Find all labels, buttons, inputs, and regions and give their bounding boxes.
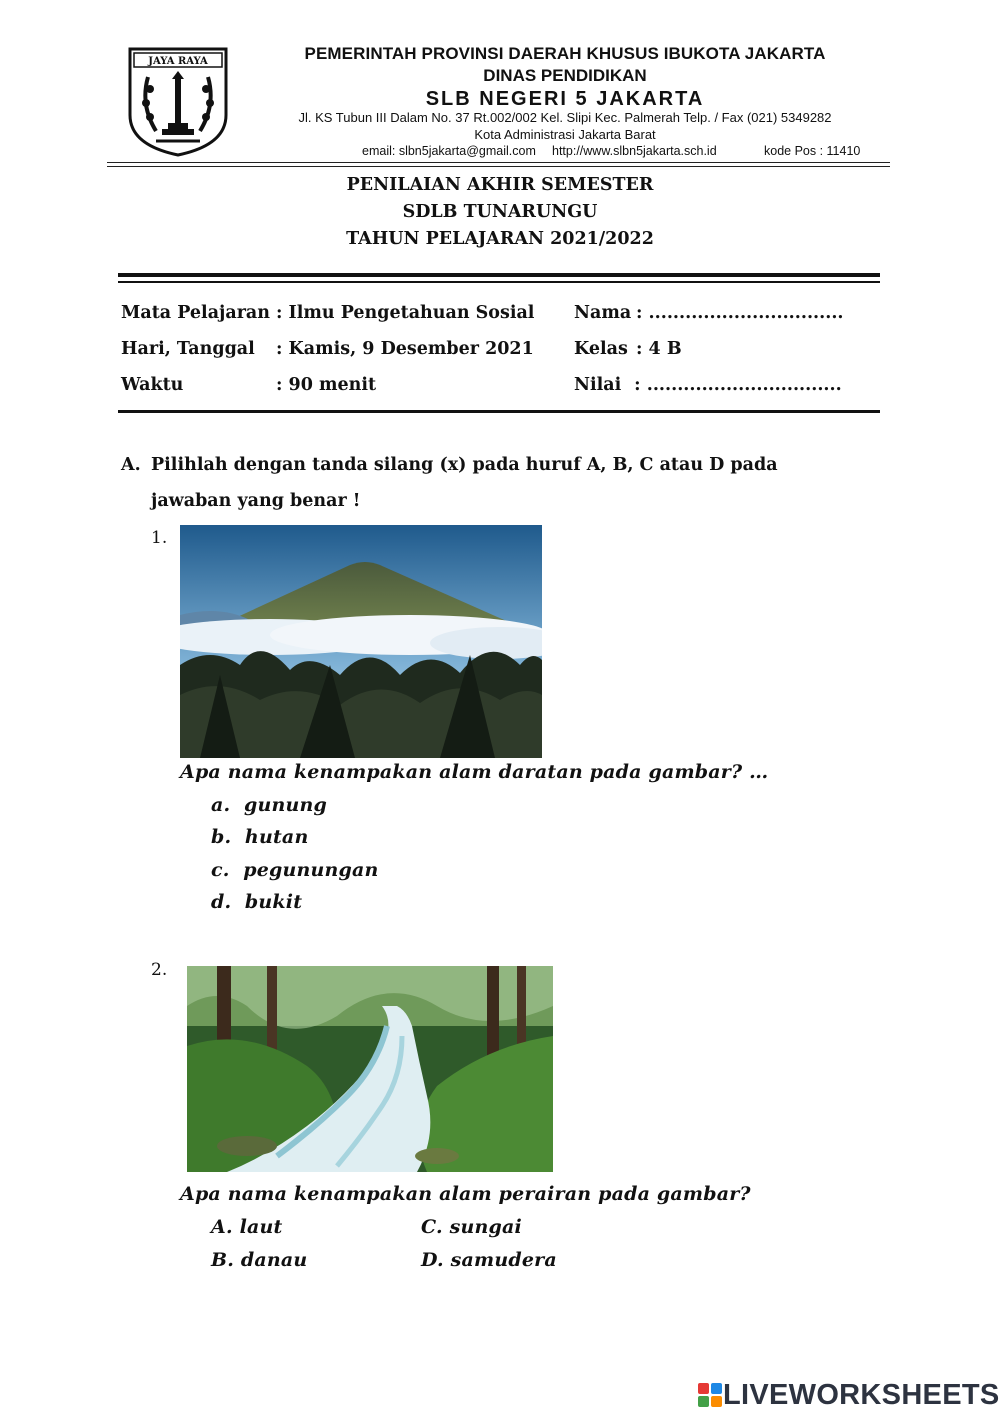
letterhead-city: Kota Administrasi Jakarta Barat [474, 127, 656, 142]
header-rule-thick [118, 273, 880, 277]
class-label: Kelas [574, 339, 628, 359]
time-value: : 90 menit [276, 375, 377, 395]
section-letter: A. [121, 455, 141, 475]
letterhead-government: PEMERINTAH PROVINSI DAERAH KHUSUS IBUKOTA JAKARTA [304, 44, 826, 63]
letterhead-address: Jl. KS Tubun III Dalam No. 37 Rt.002/002 Kel. Slipi Kec. Palmerah Telp. / Fax (021) 5349282 [298, 110, 832, 125]
letterhead-postcode: kode Pos : 11410 [764, 144, 861, 158]
liveworksheets-text: LIVEWORKSHEETS [723, 1378, 1000, 1411]
name-field[interactable]: : ................................ [636, 303, 844, 323]
header-rule-thin [118, 281, 880, 283]
letterhead-department: DINAS PENDIDIKAN [483, 66, 647, 85]
letterhead-school-name: SLB NEGERI 5 JAKARTA [425, 88, 705, 110]
river-photo [187, 966, 553, 1172]
question-number: 2. [151, 960, 168, 980]
letterhead-email: email: slbn5jakarta@gmail.com [362, 144, 536, 158]
name-label: Nama [574, 303, 632, 323]
letterhead-divider [107, 162, 890, 163]
mountain-photo [180, 525, 542, 758]
answer-option-d[interactable]: d. bukit [211, 891, 303, 913]
answer-option-a[interactable]: a. gunung [211, 794, 327, 816]
answer-option-b[interactable]: B. danau [211, 1249, 308, 1271]
liveworksheets-logo[interactable] [697, 1377, 1000, 1413]
date-label: Hari, Tanggal [121, 339, 255, 359]
exam-title: PENILAIAN AKHIR SEMESTER [346, 175, 654, 195]
logo-text: JAYA RAYA [148, 56, 208, 67]
subject-value: : Ilmu Pengetahuan Sosial [276, 303, 535, 323]
letterhead-website: http://www.slbn5jakarta.sch.id [552, 144, 717, 158]
score-label: Nilai [574, 375, 622, 395]
answer-option-c[interactable]: C. sungai [421, 1216, 522, 1238]
subject-label: Mata Pelajaran [121, 303, 270, 323]
class-value: : 4 B [636, 339, 682, 359]
letterhead-divider-2 [107, 166, 890, 167]
section-instruction-1: Pilihlah dengan tanda silang (x) pada huruf A, B, C atau D pada [151, 455, 778, 475]
exam-year: TAHUN PELAJARAN 2021/2022 [346, 229, 654, 249]
time-label: Waktu [121, 375, 184, 395]
jaya-raya-logo [126, 45, 230, 157]
question-text: Apa nama kenampakan alam daratan pada gambar? … [180, 761, 769, 783]
answer-option-d[interactable]: D. samudera [421, 1249, 557, 1271]
info-rule [118, 410, 880, 413]
answer-option-b[interactable]: b. hutan [211, 826, 309, 848]
answer-option-a[interactable]: A. laut [211, 1216, 283, 1238]
question-number: 1. [151, 528, 168, 548]
question-text: Apa nama kenampakan alam perairan pada gambar? [180, 1183, 751, 1205]
score-field[interactable]: : ................................ [622, 375, 842, 395]
exam-subtitle: SDLB TUNARUNGU [402, 202, 598, 222]
section-instruction-2: jawaban yang benar ! [151, 491, 361, 511]
date-value: : Kamis, 9 Desember 2021 [276, 339, 534, 359]
answer-option-c[interactable]: c. pegunungan [211, 859, 379, 881]
liveworksheets-icon [697, 1382, 723, 1408]
